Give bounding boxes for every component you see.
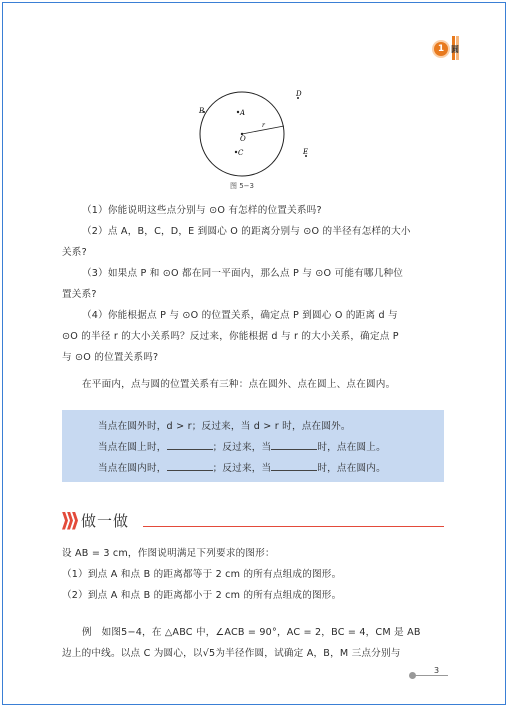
section-heading — [62, 510, 129, 531]
example-line-1: 例 如图5−4，在 △ABC 中，∠ACB = 90°，AC = 2，BC = 4，CM 是 AB — [82, 627, 421, 638]
summary-panel — [62, 410, 444, 482]
exercise-item-1: （1）到点 A 和点 B 的距离都等于 2 cm 的所有点组成的图形。 — [62, 569, 342, 580]
chapter-header — [434, 42, 459, 56]
label-r: r — [262, 122, 265, 129]
exercise-intro: 设 AB = 3 cm，作图说明满足下列要求的图形： — [62, 548, 275, 559]
question-1: （1）你能说明这些点分别与 ⊙O 有怎样的位置关系吗? — [82, 205, 322, 216]
panel-line-outside: 当点在圆外时，d > r；反过来，当 d > r 时，点在圆外。 — [98, 421, 351, 432]
question-2: （2）点 A，B，C，D，E 到圆心 O 的距离分别与 ⊙O 的半径有怎样的大小 — [82, 226, 411, 237]
page-number: 3 — [434, 666, 440, 675]
answer-blank[interactable] — [167, 439, 213, 450]
panel-line-on-c: 时，点在圆上。 — [317, 442, 386, 453]
panel-line-in-b: ；反过来，当 — [212, 463, 272, 474]
question-3: （3）如果点 P 和 ⊙O 都在同一平面内，那么点 P 与 ⊙O 可能有哪几种位 — [82, 268, 404, 279]
panel-line-inside — [98, 458, 444, 479]
label-e: E — [303, 148, 309, 156]
intro-paragraph: 在平面内，点与圆的位置关系有三种：点在圆外、点在圆上、点在圆内。 — [82, 379, 396, 390]
section-divider — [143, 526, 444, 527]
questions-block — [62, 200, 452, 368]
example-block — [62, 622, 452, 664]
footer-rule — [412, 675, 448, 676]
circle-figure — [196, 86, 322, 190]
answer-blank[interactable] — [167, 460, 213, 471]
exercise-item-2: （2）到点 A 和点 B 的距离都小于 2 cm 的所有点组成的图形。 — [62, 590, 342, 601]
chapter-title: 圆 — [451, 44, 459, 54]
panel-line-on-a: 当点在圆上时， — [98, 442, 167, 453]
question-3-cont: 置关系? — [62, 289, 97, 300]
exercise-block — [62, 543, 452, 606]
answer-blank[interactable] — [271, 439, 317, 450]
figure-caption: 图 5−3 — [230, 182, 254, 190]
answer-blank[interactable] — [271, 460, 317, 471]
panel-line-on — [98, 437, 444, 458]
chapter-number-badge: 1 — [434, 42, 448, 56]
question-4-cont2: 与 ⊙O 的位置关系吗? — [62, 352, 159, 363]
panel-line-on-b: ；反过来，当 — [212, 442, 272, 453]
label-c: C — [238, 149, 244, 157]
question-4-cont: ⊙O 的半径 r 的大小关系吗？反过来，你能根据 d 与 r 的大小关系，确定点 P — [62, 331, 399, 342]
label-b: B — [199, 107, 205, 115]
point-a — [237, 111, 239, 113]
section-title: 做一做 — [81, 512, 130, 530]
question-4: （4）你能根据点 P 与 ⊙O 的位置关系，确定点 P 到圆心 O 的距离 d 与 — [82, 310, 398, 321]
label-a: A — [240, 109, 246, 117]
panel-line-in-c: 时，点在圆内。 — [317, 463, 386, 474]
label-d: D — [296, 90, 302, 98]
chevron-icon — [62, 512, 77, 530]
panel-line-in-a: 当点在圆内时， — [98, 463, 167, 474]
label-o: O — [240, 135, 246, 143]
example-line-2: 边上的中线。以点 C 为圆心，以√5为半径作圆，试确定 A，B，M 三点分别与 — [62, 648, 401, 659]
point-c — [235, 151, 237, 153]
footer-dot — [409, 672, 416, 679]
question-2-cont: 关系? — [62, 247, 87, 258]
